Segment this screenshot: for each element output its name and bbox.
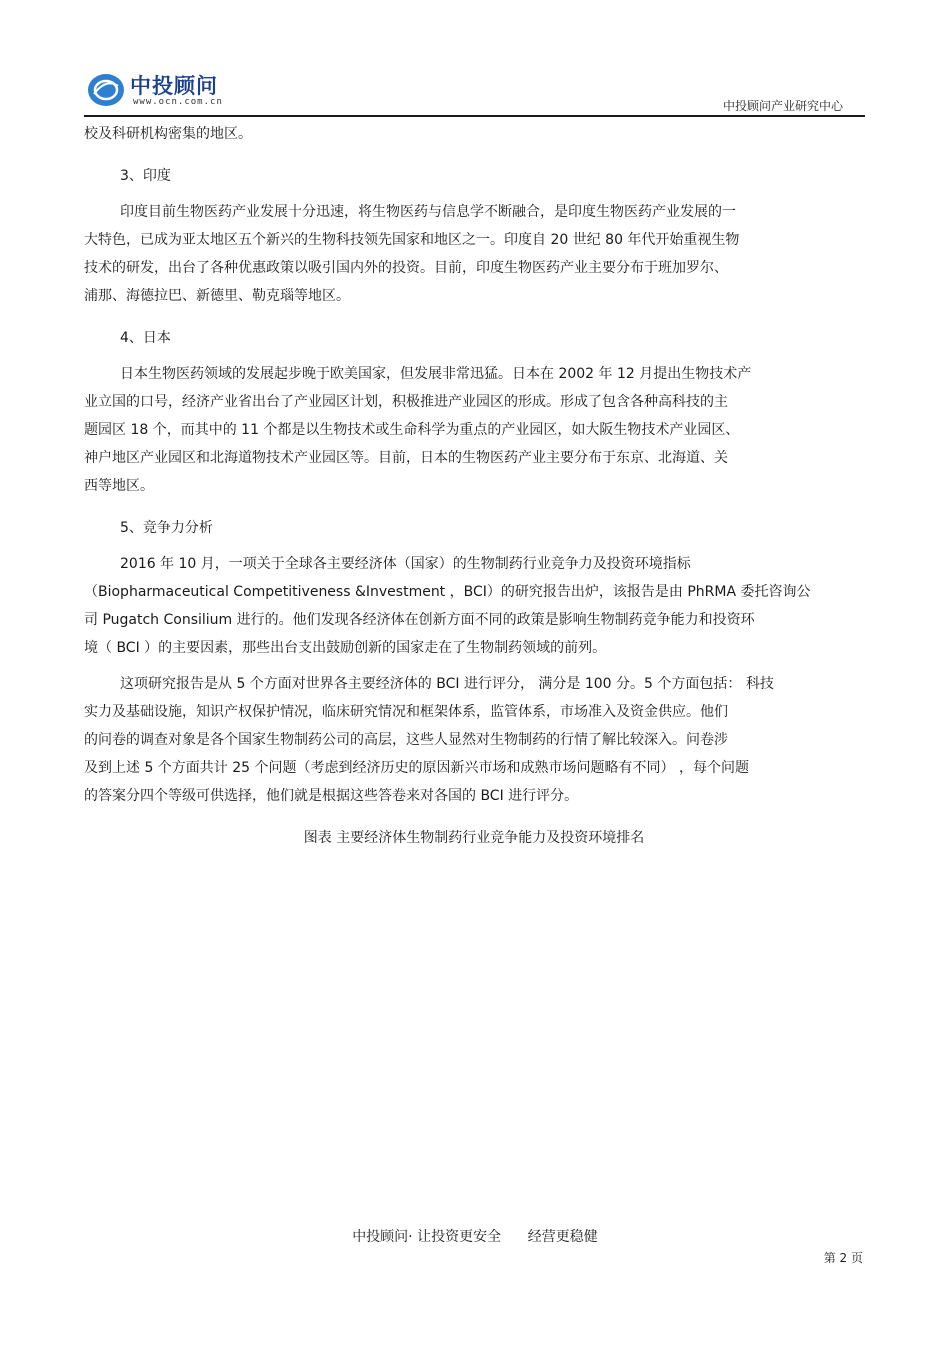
- text-line: 的答案分四个等级可供选择，他们就是根据这些答卷来对各国的 BCI 进行评分。: [84, 788, 579, 804]
- text-line: 境（ BCI ）的主要因素，那些出台支出鼓励创新的国家走在了生物制药领域的前列。: [84, 640, 607, 656]
- text-line: 浦那、海德拉巴、新德里、勒克瑙等地区。: [84, 288, 350, 304]
- section-gap: [84, 148, 864, 162]
- section-gap: [84, 500, 864, 514]
- paragraph-gap: [84, 662, 864, 670]
- page-number: 第 2 页: [823, 1251, 863, 1265]
- text-line: 及到上述 5 个方面共计 25 个问题（考虑到经济历史的原因新兴市场和成熟市场问题略有不同） ，每个问题: [84, 760, 749, 776]
- logo-mark-icon: [86, 72, 126, 108]
- text-line: 2016 年 10 月，一项关于全球各主要经济体（国家）的生物制药行业竞争力及投资环境指标: [120, 556, 691, 572]
- text-line: 技术的研发，出台了各种优惠政策以吸引国内外的投资。目前，印度生物医药产业主要分布于班加罗尔、: [84, 260, 728, 276]
- section-heading: 4、日本: [120, 330, 171, 346]
- text-line: 司 Pugatch Consilium 进行的。他们发现各经济体在创新方面不同的政策是影响生物制药竞争能力和投资环: [84, 612, 755, 628]
- logo: [86, 68, 276, 112]
- header-divider: [84, 115, 865, 117]
- section-gap: [84, 190, 864, 198]
- text-line: 校及科研机构密集的地区。: [84, 126, 252, 142]
- logo-title: 中投顾问: [130, 74, 218, 98]
- footer-slogan: 中投顾问· 让投资更安全 经营更稳健: [352, 1229, 598, 1245]
- text-line: 大特色，已成为亚太地区五个新兴的生物科技领先国家和地区之一。印度自 20 世纪 80 年代开始重视生物: [84, 232, 740, 248]
- text-line: 西等地区。: [84, 478, 154, 494]
- header-title: 中投顾问产业研究中心: [722, 99, 843, 113]
- text-line: 神户地区产业园区和北海道物技术产业园区等。目前，日本的生物医药产业主要分布于东京、北海道、关: [84, 450, 728, 466]
- text-line: 题园区 18 个，而其中的 11 个都是以生物技术或生命科学为重点的产业园区，如大阪生物技术产业园区、: [84, 422, 740, 438]
- document-body: [84, 120, 864, 852]
- text-line: 的问卷的调查对象是各个国家生物制药公司的高层，这些人显然对生物制药的行情了解比较深入。问卷涉: [84, 732, 728, 748]
- section-gap: [84, 542, 864, 550]
- text-line: 这项研究报告是从 5 个方面对世界各主要经济体的 BCI 进行评分， 满分是 100 分。5 个方面包括： 科技: [120, 676, 774, 692]
- logo-url: www.ocn.com.cn: [133, 97, 223, 107]
- section-heading: 5、竞争力分析: [120, 520, 213, 536]
- text-line: 业立国的口号，经济产业省出台了产业园区计划，积极推进产业园区的形成。形成了包含各种高科技的主: [84, 394, 728, 410]
- caption-gap: [84, 810, 864, 818]
- text-line: 印度目前生物医药产业发展十分迅速，将生物医药与信息学不断融合，是印度生物医药产业发展的一: [120, 204, 736, 220]
- figure-caption: 图表 主要经济体生物制药行业竞争能力及投资环境排名: [303, 830, 645, 846]
- section-heading: 3、印度: [120, 168, 171, 184]
- text-line: 日本生物医药领域的发展起步晚于欧美国家，但发展非常迅猛。日本在 2002 年 12 月提出生物技术产: [120, 366, 752, 382]
- text-line: 实力及基础设施，知识产权保护情况，临床研究情况和框架体系，监管体系，市场准入及资金供应。他们: [84, 704, 728, 720]
- section-gap: [84, 310, 864, 324]
- section-gap: [84, 352, 864, 360]
- text-line: （Biopharmaceutical Competitiveness &Investment ，BCI）的研究报告出炉，该报告是由 PhRMA 委托咨询公: [84, 584, 811, 600]
